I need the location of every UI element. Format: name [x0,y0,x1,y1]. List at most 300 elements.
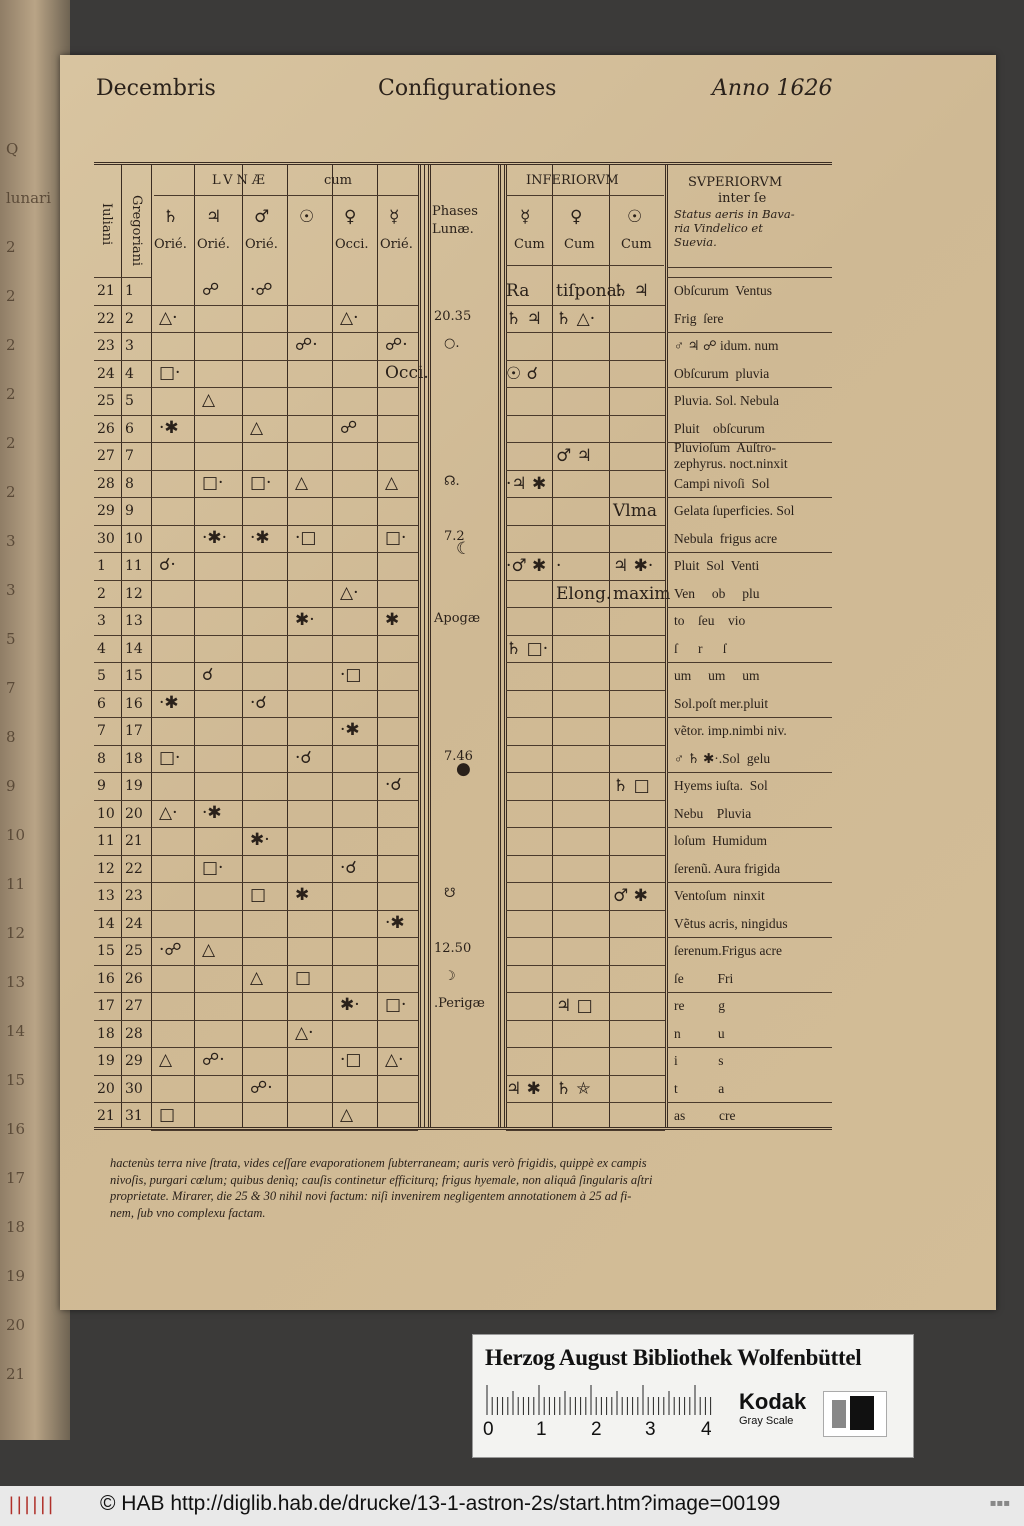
edge-fragment: 2 [6,238,16,256]
row-rule [506,910,665,911]
row-rule [506,305,665,306]
weather-note: to ſeu vio [674,613,746,628]
aspect-symbol: ·✱ [250,527,270,548]
lunar-phase: ☋ [444,886,456,901]
lunar-phase: ☽ [444,968,456,984]
row-rule [151,772,418,773]
aspect-symbol: □ [250,885,267,905]
header-rule [506,195,664,196]
aspect-symbol: ·✱ [159,692,179,713]
inferior-aspect: ·♂ ✱ [506,556,547,576]
lunar-phase: 7.46 [444,748,473,764]
aspect-symbol: △· [295,1022,314,1043]
lunar-phase: ○. [444,336,460,351]
status-aeris-label: Status aeris in Bava- ria Vindelico et Suevia. [674,207,795,249]
corner-mark-icon: ▪▪▪ [989,1498,1010,1509]
aspect-label: Orié. [245,237,278,252]
row-rule [506,772,665,773]
weather-note: ſe Fri [674,970,734,986]
weather-note: ♂ ♄ ✱·.Sol gelu [674,750,771,766]
gregorian-day: 29 [125,1053,143,1069]
edge-fragment: 9 [6,777,16,795]
inferior-aspect: ·♃ ✱ [506,473,547,494]
column-rule [121,165,122,1127]
edge-fragment: 2 [6,483,16,501]
inferior-cum-label: Cum [514,237,545,252]
lunar-phase-symbol: ☾ [456,538,472,559]
edge-fragment: 3 [6,532,16,550]
footnote [110,1155,830,1221]
julian-day: 12 [97,860,115,877]
kodak-logo: Kodak [739,1389,807,1414]
edge-fragment: 16 [6,1120,26,1138]
gregorian-day: 25 [125,943,143,959]
aspect-symbol: △ [295,472,309,493]
lunar-phase: 12.50 [434,941,472,956]
inferior-aspect: ♄ ♃ [506,308,542,329]
column-rule [665,165,668,1127]
gregoriani-header: Gregoriani [129,195,144,267]
footnote-line: hactenùs terra nive ſtrata, vides ceſſare evaporationem ſubterraneam; auris verò frigidis, quippè ex campis [110,1156,647,1170]
weather-note: Frig ſere [674,310,724,326]
gregorian-day: 2 [125,310,134,327]
row-rule [94,580,151,581]
aspect-symbol: □· [385,527,407,548]
row-rule [94,1020,151,1021]
row-rule [94,992,151,993]
lunar-phase: .Perigæ [434,996,485,1011]
row-rule [667,717,832,718]
ruler-number: 4 [701,1419,712,1440]
footnote-line: nivoſis, purgari cœlum; quibus denìq; cauſis continetur efficiturq; frigus hyemale, non aliquâ ſingularis aſtri [110,1172,653,1187]
weather-note: Pluvioſum Auſtro- zephyrus. noct.ninxit [674,440,788,471]
edge-fragment: 3 [6,581,16,599]
row-rule [94,800,151,801]
row-rule [94,497,151,498]
aspect-label: Orié. [197,237,230,252]
row-rule [506,965,665,966]
julian-day: 4 [97,640,106,657]
row-rule [506,662,665,663]
weather-note: Nebu Pluvia [674,805,752,821]
weather-note: Ventoſum ninxit [674,888,765,903]
edge-fragment: 15 [6,1071,26,1089]
row-rule [94,607,151,608]
row-rule [667,662,832,663]
weather-note: Pluit Sol Venti [674,558,760,573]
row-rule [506,415,665,416]
edge-fragment: 8 [6,728,16,746]
gregorian-day: 14 [125,640,143,657]
inferior-aspect: ♃ ✱· [613,556,654,576]
ruler-number: 2 [591,1419,602,1440]
row-rule [151,442,418,443]
aspect-symbol: ·□ [295,527,317,548]
row-rule [151,937,418,938]
aspect-symbol: ☍· [385,335,408,355]
inferior-planet-glyph: ☿ [520,207,531,227]
row-rule [151,552,418,553]
inferior-planet-glyph: ☉ [627,207,643,227]
aspect-symbol: ✱· [250,830,270,850]
column-rule [377,165,378,1127]
row-rule [667,497,832,498]
row-rule [151,992,418,993]
aspect-symbol: Occi. [385,362,429,383]
juliani-header: Iuliani [99,203,114,246]
row-rule [94,937,151,938]
library-color-card [472,1334,914,1458]
row-rule [506,635,665,636]
row-rule [506,497,665,498]
aspect-symbol: □· [385,995,407,1015]
edge-fragment: 17 [6,1169,26,1187]
inferior-aspect: ♄ □· [506,638,549,659]
gray-swatch [823,1391,887,1437]
inferior-aspect: Elong. [556,583,612,604]
gregorian-day: 21 [125,833,143,849]
gregorian-day: 3 [125,338,134,354]
row-rule [94,305,151,306]
header-year: Anno 1626 [712,76,833,101]
planet-glyph: ♂ [254,207,270,227]
planet-glyph: ☿ [389,207,400,227]
row-rule [151,1020,418,1021]
inferior-cum-label: Cum [564,237,595,252]
aspect-symbol: ☍ [202,280,220,300]
aspect-symbol: ✱· [295,610,315,630]
gregorian-day: 28 [125,1025,143,1042]
edge-fragment: 7 [6,679,16,697]
aspect-symbol: ·□ [340,665,362,685]
inferior-aspect: tiſpona. [556,281,623,301]
header-rule [667,267,832,268]
footnote-line: proprietate. Mirarer, die 25 & 30 nihil novi factum: niſi invenirem negligentem annotationem à 25 ad fi- [110,1189,632,1203]
weather-note: um um um [674,668,760,683]
aspect-symbol: ·✱ [385,912,405,933]
column-rule [194,165,195,1127]
julian-day: 24 [97,365,115,382]
row-rule [151,717,418,718]
inferior-aspect: ♃ ✱ [506,1078,541,1099]
inter-se-label: inter ſe [718,191,767,206]
row-rule [94,360,151,361]
row-rule [151,305,418,306]
configurations-table [94,162,832,1130]
row-rule [151,1047,418,1048]
row-rule [151,800,418,801]
row-rule [506,1075,665,1076]
ruler-number: 3 [645,1419,656,1440]
inferior-aspect: · [556,556,562,576]
weather-note: ♂ ♃ ☍ idum. num [674,338,779,353]
aspect-label: Orié. [380,237,413,252]
aspect-symbol: △ [385,472,399,493]
row-rule [667,277,832,278]
row-rule [94,965,151,966]
row-rule [151,690,418,691]
column-rule [242,165,243,1127]
julian-day: 9 [97,778,106,794]
row-rule [151,1102,418,1103]
column-rule [418,165,421,1127]
gregorian-day: 19 [125,778,143,794]
row-rule [667,772,832,773]
row-rule [94,745,151,746]
header-rule [154,195,418,196]
lunar-phase-symbol: ● [456,758,471,779]
row-rule [506,717,665,718]
row-rule [151,1130,418,1131]
julian-day: 1 [97,558,106,574]
row-rule [151,470,418,471]
lunar-phase: 7.2 [444,528,465,544]
row-rule [94,772,151,773]
phases-header: Phases Lunæ. [432,204,478,237]
edge-fragment: 2 [6,287,16,305]
row-rule [151,415,418,416]
row-rule [94,332,151,333]
aspect-symbol: △· [385,1050,404,1070]
julian-day: 21 [97,283,115,299]
cum-header: cum [324,173,352,188]
row-rule [151,1075,418,1076]
planet-glyph: ♄ [163,207,179,227]
gregorian-day: 5 [125,393,134,409]
row-rule [94,827,151,828]
inferior-aspect: Ra [506,281,530,301]
julian-day: 27 [97,448,115,464]
column-rule [498,165,501,1127]
inferior-aspect: ♂ ✱ [613,886,648,906]
planet-glyph: ♃ [206,207,222,227]
julian-day: 13 [97,888,115,904]
julian-day: 2 [97,585,106,602]
inferior-aspect: maxim [613,583,671,604]
row-rule [506,937,665,938]
weather-note: loſum Humidum [674,833,768,848]
aspect-symbol: ☍· [250,1077,273,1098]
edge-fragment: 2 [6,336,16,354]
gregorian-day: 20 [125,805,143,822]
gregorian-day: 17 [125,723,143,739]
gregorian-day: 31 [125,1108,143,1124]
gregorian-day: 10 [125,530,143,547]
row-rule [94,442,151,443]
superiorum-header: SVPERIORVM [688,175,783,190]
aspect-symbol: △ [202,940,216,960]
julian-day: 5 [97,668,106,684]
aspect-symbol: △· [159,802,178,823]
aspect-symbol: △ [250,967,264,988]
planet-glyph: ☉ [299,207,315,227]
julian-day: 15 [97,943,115,959]
julian-day: 14 [97,915,115,932]
gray-scale-label: Gray Scale [739,1415,794,1427]
row-rule [667,992,832,993]
row-rule [151,910,418,911]
row-rule [151,635,418,636]
scale-ruler [483,1385,713,1415]
column-rule [609,165,610,1127]
julian-day: 20 [97,1080,115,1097]
gregorian-day: 7 [125,448,134,464]
aspect-symbol: □· [159,747,181,768]
edge-fragment: 14 [6,1022,26,1040]
edge-fragment: 5 [6,630,16,648]
weather-note: Hyems iuſta. Sol [674,778,768,793]
aspect-symbol: ☍ [340,417,358,438]
gregorian-day: 12 [125,585,143,602]
row-rule [667,387,832,388]
row-rule [94,1047,151,1048]
row-rule [506,1047,665,1048]
aspect-symbol: □· [159,362,181,383]
row-rule [94,717,151,718]
weather-note: i s [674,1053,724,1068]
ruler-number: 1 [536,1419,547,1440]
aspect-symbol: ·☍ [250,280,273,300]
julian-day: 22 [97,310,115,327]
edge-fragment: 18 [6,1218,26,1236]
julian-day: 6 [97,695,106,712]
aspect-symbol: ·☌ [340,857,357,878]
inferior-aspect: ♃ □ [556,996,593,1016]
edge-fragment: 19 [6,1267,26,1285]
column-rule [428,165,431,1127]
ruler-number: 0 [483,1419,494,1440]
aspect-symbol: △ [159,1050,173,1070]
julian-day: 28 [97,475,115,492]
planet-glyph: ♀ [344,207,357,227]
inferior-aspect: ☉ ☌ [506,363,539,384]
row-rule [506,1020,665,1021]
inferior-aspect: ♂ ♃ [556,446,592,466]
row-rule [506,442,665,443]
julian-day: 7 [97,723,106,739]
inferior-aspect: Vlma [613,501,657,521]
weather-note: Obſcurum pluvia [674,365,770,381]
aspect-symbol: ·☌ [250,692,267,713]
aspect-symbol: ☌ [202,665,214,685]
aspect-symbol: ☌· [159,555,176,575]
column-rule [151,165,152,1127]
row-rule [506,525,665,526]
weather-note: vẽtor. imp.nimbi niv. [674,723,787,738]
edge-fragment: 21 [6,1365,26,1383]
weather-note: ſ r ſ [674,640,727,656]
edge-fragment: 13 [6,973,26,991]
weather-note: re g [674,998,725,1013]
julian-day: 11 [97,833,115,849]
gregorian-day: 18 [125,750,143,767]
julian-day: 17 [97,998,115,1014]
row-rule [506,690,665,691]
weather-note: Nebula frigus acre [674,530,778,546]
julian-day: 19 [97,1053,115,1069]
gregorian-day: 9 [125,503,134,519]
row-rule [94,387,151,388]
weather-note: Obſcurum Ventus [674,283,772,298]
aspect-symbol: □ [295,967,312,988]
row-rule [506,470,665,471]
julian-day: 18 [97,1025,115,1042]
viewer-footer [0,1486,1024,1526]
julian-day: 10 [97,805,115,822]
weather-note: Pluit obſcurum [674,420,765,436]
aspect-symbol: ·✱ [340,720,360,740]
weather-note: Ven ob plu [674,585,760,601]
julian-day: 3 [97,613,106,629]
gregorian-day: 8 [125,475,134,492]
aspect-symbol: △· [340,307,359,328]
aspect-symbol: ☍· [295,335,318,355]
gregorian-day: 1 [125,283,134,299]
aspect-symbol: ✱· [340,995,360,1015]
row-rule [506,1102,665,1103]
edge-fragment: 2 [6,385,16,403]
row-rule [94,552,151,553]
gregorian-day: 13 [125,613,143,629]
row-rule [667,827,832,828]
footnote-line: nem, ſub vno complexu factam. [110,1205,266,1220]
weather-note: Gelata ſuperficies. Sol [674,503,795,518]
weather-note: as cre [674,1108,736,1123]
julian-day: 25 [97,393,115,409]
julian-day: 8 [97,750,106,767]
gregorian-day: 15 [125,668,143,684]
row-rule [506,387,665,388]
row-rule [506,1130,665,1131]
row-rule [94,415,151,416]
aspect-symbol: □· [250,472,272,493]
row-rule [667,882,832,883]
row-rule [151,882,418,883]
gregorian-day: 22 [125,860,143,877]
row-rule [151,332,418,333]
gregorian-day: 30 [125,1080,143,1097]
gregorian-day: 4 [125,365,134,382]
weather-note: t a [674,1080,725,1096]
row-rule [94,1102,151,1103]
julian-day: 16 [97,970,115,987]
weather-note: Vẽtus acris, ningidus [674,915,788,931]
row-rule [151,965,418,966]
column-rule [552,165,553,1127]
row-rule [506,992,665,993]
aspect-symbol: ·☌ [295,747,312,768]
gregorian-day: 26 [125,970,143,987]
row-rule [506,855,665,856]
aspect-label: Orié. [154,237,187,252]
edge-fragment: 20 [6,1316,26,1334]
aspect-symbol: □· [202,857,224,878]
inferior-planet-glyph: ♀ [570,207,583,227]
row-rule [151,580,418,581]
row-rule [506,827,665,828]
edge-fragment: lunari [6,189,52,207]
inferior-aspect: ♄ △· [556,308,596,329]
aspect-symbol: ·✱ [202,802,222,823]
source-url-link[interactable]: © HAB http://diglib.hab.de/drucke/13-1-astron-2s/start.htm?image=00199 [100,1492,781,1515]
julian-day: 30 [97,530,115,547]
header-rule [506,265,664,266]
row-rule [506,360,665,361]
row-rule [94,662,151,663]
julian-day: 21 [97,1108,115,1124]
row-rule [94,525,151,526]
lunar-phase: Apogæ [434,611,481,626]
